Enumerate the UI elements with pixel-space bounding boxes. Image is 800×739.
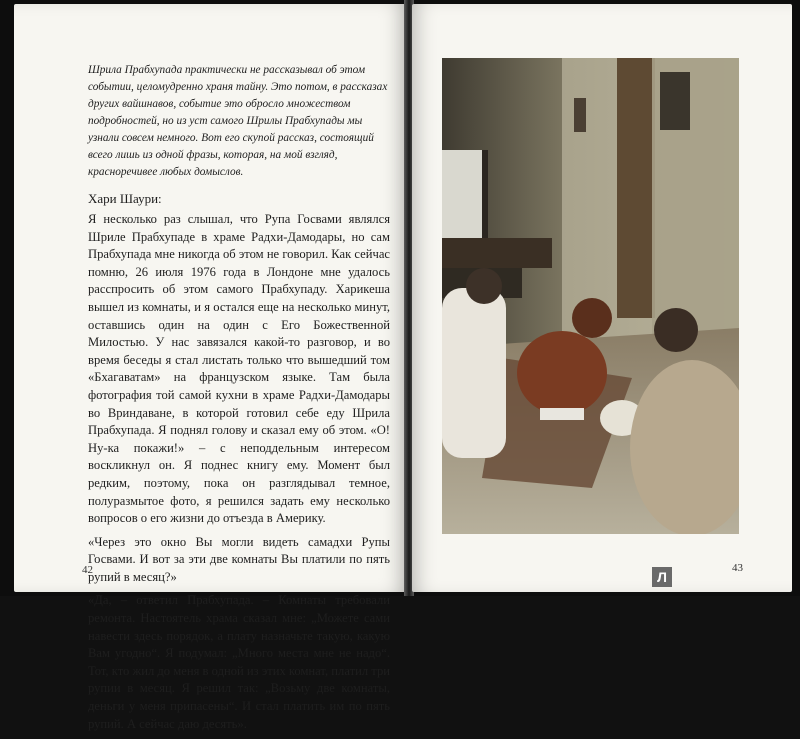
body-paragraph-1: Я несколько раз слышал, что Рупа Госвами являлся Шриле Прабхупаде в храме Радхи-Дамодары, но сам Прабхупада мне никогда об этом не говорил. Как сейчас помню, 26 июля 1976 года в Лондоне мне удалось расспросить об этом самого Прабхупаду. Харикеша вышел из комнаты, и я остался еще на несколько минут, оставшись один на один с Его Божественной Милостью. У нас завязался какой-то разговор, и во время беседы я стал листать только что вышедший том «Бхагаватам» на французском языке. Там была фотография той самой кухни в храме Радхи-Дамодары во Вриндаване, в которой готовил себе еду Шрила Прабхупада. Я поднял голову и сказал ему об этом. «О! Ну-ка покажи!» – с неподдельным интересом воскликнул он. Я поднес книгу ему. Момент был редким, поэтому, пока он разглядывал темное, полуразмытое фото, я решился задать ему несколько вопросов о его жизни до отъезда в Америку. (88, 212, 390, 526)
right-page (412, 4, 792, 592)
kitchen-photo (442, 58, 739, 534)
speaker-name: Хари Шаури: (88, 191, 162, 206)
left-page (14, 4, 406, 731)
intro-paragraph: Шрила Прабхупада практически не рассказывал об этом событии, целомудренно храня тайну. Это потом, в рассказах других вайшнавов, событие это обросло множеством подробностей, но из уст самого Шрилы Прабхупады мы узнали совсем немного. Вот его скупой рассказ, состоящий всего лишь из одной фразы, которая, на мой взгляд, красноречивее любых домыслов. (88, 64, 388, 178)
kitchen-photo-image (442, 58, 739, 534)
body-paragraph-3: «Да, – ответил Прабхупада. – Комнаты требовали ремонта. Настоятель храма сказал мне: „Можете сами навести здесь порядок, а плату назначьте такую, какую Вам угодно“. Я подумал: „Много места мне не надо“. Тот, кто жил до меня в одной из этих комнат, платил три рупии в месяц. Я решил так: „Возьму две комнаты, деньги у меня припасены“. И стал платить им по пять рупий. А сейчас даю десять». (88, 593, 390, 731)
left-page-text (88, 62, 390, 739)
page-number-left: 42 (82, 564, 93, 576)
body-paragraph-2: «Через это окно Вы могли видеть самадхи Рупы Госвами. И вот за эти две комнаты Вы платили по пять рупий в месяц?» (88, 534, 390, 584)
watermark-logo: Л (652, 567, 672, 587)
page-number-right: 43 (732, 562, 743, 574)
